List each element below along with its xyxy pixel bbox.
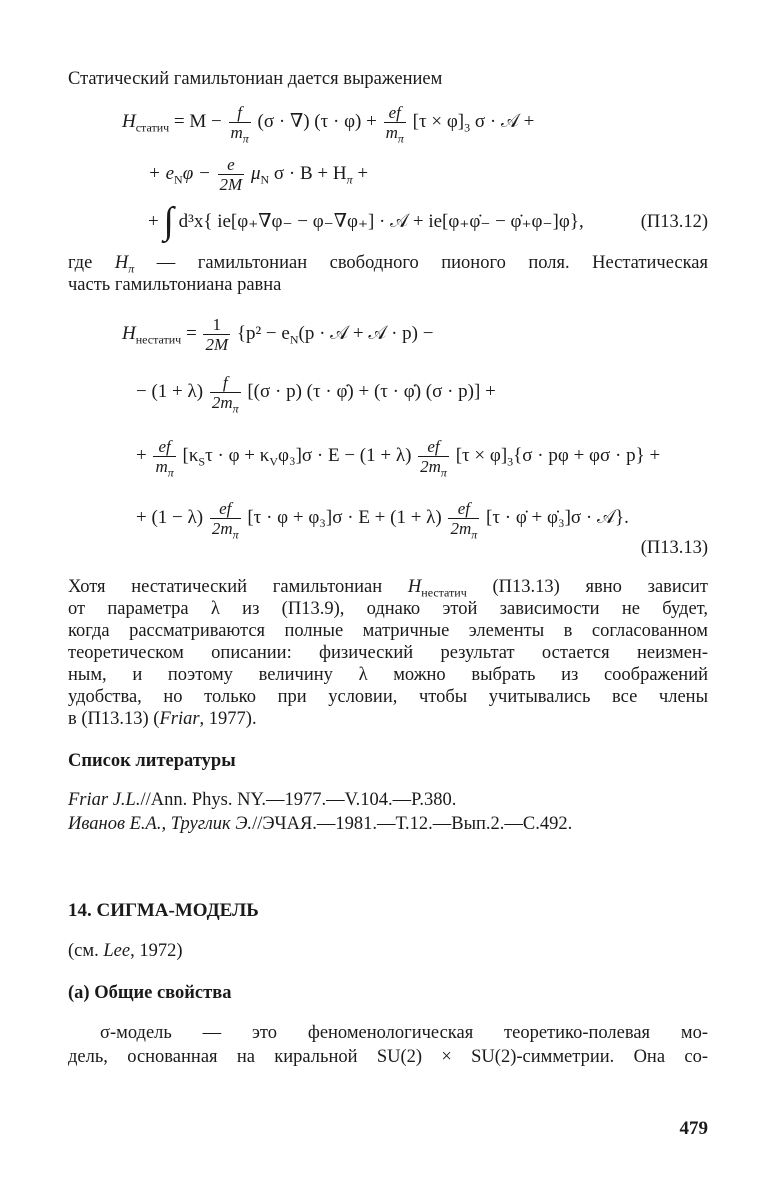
paragraph-line-5: ным, и поэтому величину λ можно выбрать из соображений	[68, 665, 708, 685]
equation-static-line-3: + ∫ d³x{ ie[φ₊∇φ₋ − φ₋∇φ₊] · 𝒜 + ie[φ₊φ̇₋ − φ̇₊φ₋]φ},	[148, 199, 584, 242]
page-number: 479	[679, 1118, 708, 1139]
paragraph-line-7: в (П13.13) (Friar, 1977).	[68, 709, 257, 729]
paragraph-line-1: Хотя нестатический гамильтониан $H_{нестатич}$ (П13.13) явно зависит	[68, 577, 709, 600]
integral-symbol: ∫	[163, 199, 174, 242]
references-heading: Список литературы	[68, 751, 236, 771]
section-title: 14. СИГМА-МОДЕЛЬ	[68, 900, 259, 921]
fraction-ef-over-2m: $\frac{ef}{2m_\pi}$	[420, 437, 447, 480]
final-line-1: σ-модель — это феноменологическая теоретико-полевая мо-	[100, 1023, 708, 1043]
intro-text: Статический гамильтониан дается выражением	[68, 69, 443, 89]
fraction-f-over-2m: $\frac{f}{2m_\pi}$	[211, 373, 239, 416]
subsection-title: (а) Общие свойства	[68, 983, 232, 1003]
paragraph-line-6: удобства, но только при условии, чтобы учитывались все члены	[68, 687, 708, 707]
fraction-ef-over-m-2: $\frac{ef}{m_\pi}$	[155, 437, 174, 480]
fraction-ef-over-m: $\frac{ef}{m_\pi}$	[385, 103, 404, 146]
equation-nonstatic-line-4: + (1 − λ) $\frac{ef}{2m_\pi}$ [τ · φ + φ₃]σ · E + (1 + λ) $\frac{ef}{2m_\pi}$ [τ · φ̇ + φ̇₃]σ · 𝒜}.	[136, 499, 629, 542]
equation-nonstatic-line-2: − (1 + λ) $\frac{f}{2m_\pi}$ [(σ · p) (τ · φ̇) + (τ · φ̇) (σ · p)] +	[136, 373, 496, 416]
equation-nonstatic-line-1: $H_{нестатич}$ = $\frac{1}{2M}$ {$p^2 - e_N(p$ · 𝒜 + 𝒜 · p) −	[122, 315, 434, 354]
reference-item-2: Иванов Е.А., Труглик Э.//ЭЧАЯ.—1981.—Т.12.—Вып.2.—С.492.	[68, 814, 573, 834]
paragraph-line-3: когда рассматриваются полные матричные элементы в согласованном	[68, 621, 708, 641]
fraction-ef-over-2m-2: $\frac{ef}{2m_\pi}$	[211, 499, 239, 542]
fraction-1-over-2m: $\frac{1}{2M}$	[205, 315, 229, 354]
section-see-also: (см. Lee, 1972)	[68, 941, 183, 961]
equation-number-13-13: (П13.13)	[640, 538, 708, 558]
paragraph-line-2: от параметра λ из (П13.9), однако этой зависимости не будет,	[68, 599, 708, 619]
equation-static-line-2: + $e_N\varphi$ − $\frac{e}{2M}$ $\mu_N$ $\sigma \cdot B + H_\pi$ +	[148, 155, 369, 194]
where-text-line-1: где $H_\pi$ — гамильтониан свободного пионого поля. Нестатическая	[68, 253, 709, 276]
equation-nonstatic-line-3: + $\frac{ef}{m_\pi}$ $[\kappa_S\tau \cdot \varphi + \kappa_V\varphi_3]\sigma \cdot E - (1 + \lambda)$ $\frac{ef}{2m_\pi}$ $[\tau \times \varphi]_3\{\sigma \cdot p\varphi + \varphi\sigma \cdot p\}$ +	[136, 437, 661, 480]
where-text-line-2: часть гамильтониана равна	[68, 275, 282, 295]
final-line-2: дель, основанная на киральной SU(2) × SU(2)-симметрии. Она со-	[68, 1047, 708, 1067]
reference-item-1: Friar J.L.//Ann. Phys. NY.—1977.—V.104.—P.380.	[68, 790, 457, 810]
equation-number-13-12: (П13.12)	[640, 212, 708, 232]
equation-static-line-1: $H_{статич} = M$ − $\frac{f}{m_\pi}$ (σ · ∇) (τ · φ) + $\frac{ef}{m_\pi}$ $[\tau \times \varphi]_3$ σ · 𝒜 +	[122, 103, 535, 146]
fraction-f-over-m: $\frac{f}{m_\pi}$	[230, 103, 249, 146]
fraction-e-over-2m: $\frac{e}{2M}$	[219, 155, 243, 194]
paragraph-line-4: теоретическом описании: физический результат остается неизмен-	[68, 643, 708, 663]
fraction-ef-over-2m-3: $\frac{ef}{2m_\pi}$	[450, 499, 478, 542]
